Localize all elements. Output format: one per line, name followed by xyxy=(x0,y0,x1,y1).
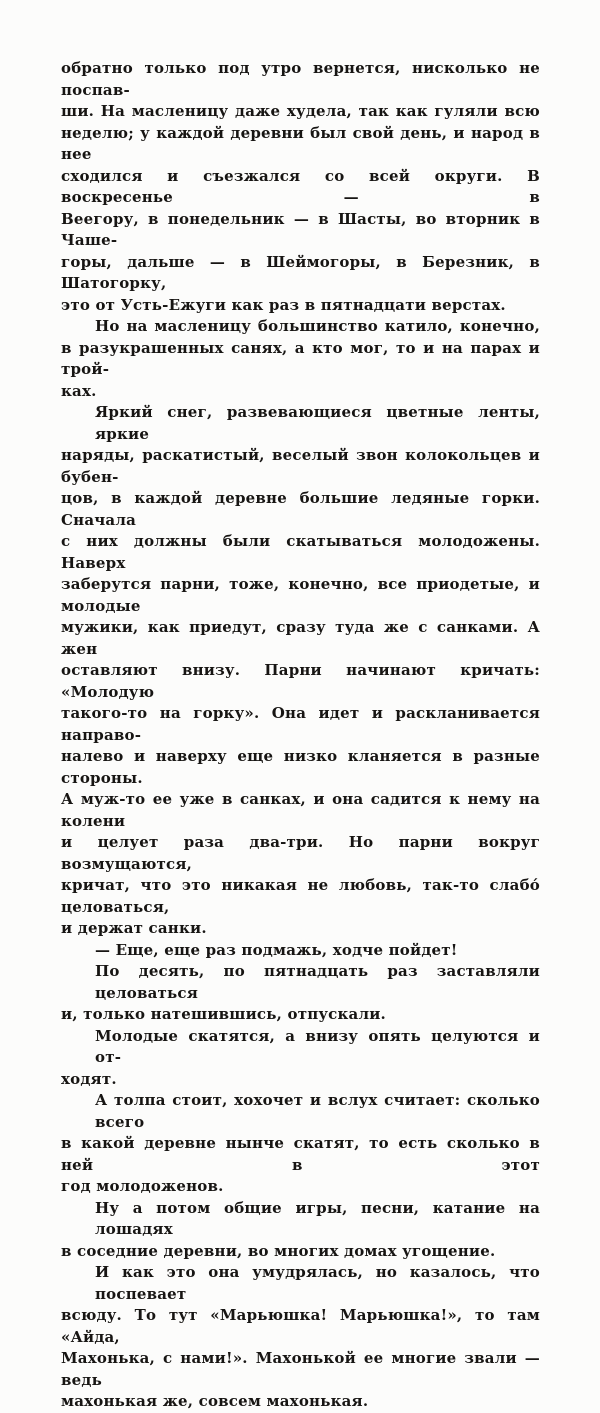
text-line: Ну а потом общие игры, песни, катание на лошадях xyxy=(95,1198,540,1238)
text-line: в разукрашенных санях, а кто мог, то и на парах и трой- xyxy=(61,338,540,378)
text-line: — Еще, еще раз подмажь, ходче пойдет! xyxy=(95,940,458,959)
text-line: ходят. xyxy=(61,1069,117,1088)
text-line: цов, в каждой деревне большие ледяные горки. Сначала xyxy=(61,489,540,529)
text-line: Махонька, с нами!». Махонькой ее многие звали — ведь xyxy=(61,1349,540,1389)
text-line: Яркий снег, развевающиеся цветные ленты, яркие xyxy=(95,403,540,443)
text-line: кричат, что это никакая не любовь, так-то слабо́ целоваться, xyxy=(61,876,540,916)
text-line: и, только натешившись, отпускали. xyxy=(61,1005,386,1023)
text-line: ши. На масленицу даже худела, так как гуляли всю xyxy=(61,102,540,120)
text-line: и целует раза два-три. Но парни вокруг возмущаются, xyxy=(61,833,540,873)
text-line: с них должны были скатываться молодожены. Наверх xyxy=(61,532,540,572)
text-line: всюду. То тут «Марьюшка! Марьюшка!», то там «Айда, xyxy=(61,1306,540,1346)
text-line: ках. xyxy=(61,381,97,400)
text-line: это от Усть-Ежуги как раз в пятнадцати верстах. xyxy=(61,295,506,314)
text-line: махонькая же, совсем махонькая. xyxy=(61,1392,369,1410)
text-line: заберутся парни, тоже, конечно, все приодетые, и молодые xyxy=(61,575,540,615)
text-line: год молодоженов. xyxy=(61,1177,224,1195)
text-line: и держат санки. xyxy=(61,919,207,937)
text-line: И как это она умудрялась, но казалось, что поспевает xyxy=(95,1263,540,1303)
text-line: неделю; у каждой деревни был свой день, и народ в нее xyxy=(61,123,540,163)
text-line: обратно только под утро вернется, нисколько не поспав- xyxy=(61,59,540,99)
text-line: Но на масленицу большинство катило, конечно, xyxy=(95,317,540,335)
text-line: Веегору, в понедельник — в Шасты, во вторник в Чаше- xyxy=(61,209,540,249)
text-line: оставляют внизу. Парни начинают кричать: «Молодую xyxy=(61,661,540,701)
text-line: горы, дальше — в Шеймогоры, в Березник, в Шатогорку, xyxy=(61,252,540,292)
text-line: Молодые скатятся, а внизу опять целуются и от- xyxy=(95,1026,540,1066)
text-line: в соседние деревни, во многих домах угощение. xyxy=(61,1241,496,1260)
text-line: в какой деревне нынче скатят, то есть сколько в ней в этот xyxy=(61,1134,540,1174)
text-line: наряды, раскатистый, веселый звон колокольцев и бубен- xyxy=(61,446,540,486)
text-line: такого-то на горку». Она идет и раскланивается направо- xyxy=(61,704,540,744)
text-line: А муж-то ее уже в санках, и она садится к нему на колени xyxy=(61,790,540,830)
text-line: налево и наверху еще низко кланяется в разные стороны. xyxy=(61,747,540,787)
text-line: мужики, как приедут, сразу туда же с санками. А жен xyxy=(61,618,540,658)
text-line: сходился и съезжался со всей округи. В воскресенье — в xyxy=(61,166,540,206)
text-line: А толпа стоит, хохочет и вслух считает: сколько всего xyxy=(95,1091,540,1131)
text-line: По десять, по пятнадцать раз заставляли целоваться xyxy=(95,962,540,1002)
page-text xyxy=(61,58,540,1413)
